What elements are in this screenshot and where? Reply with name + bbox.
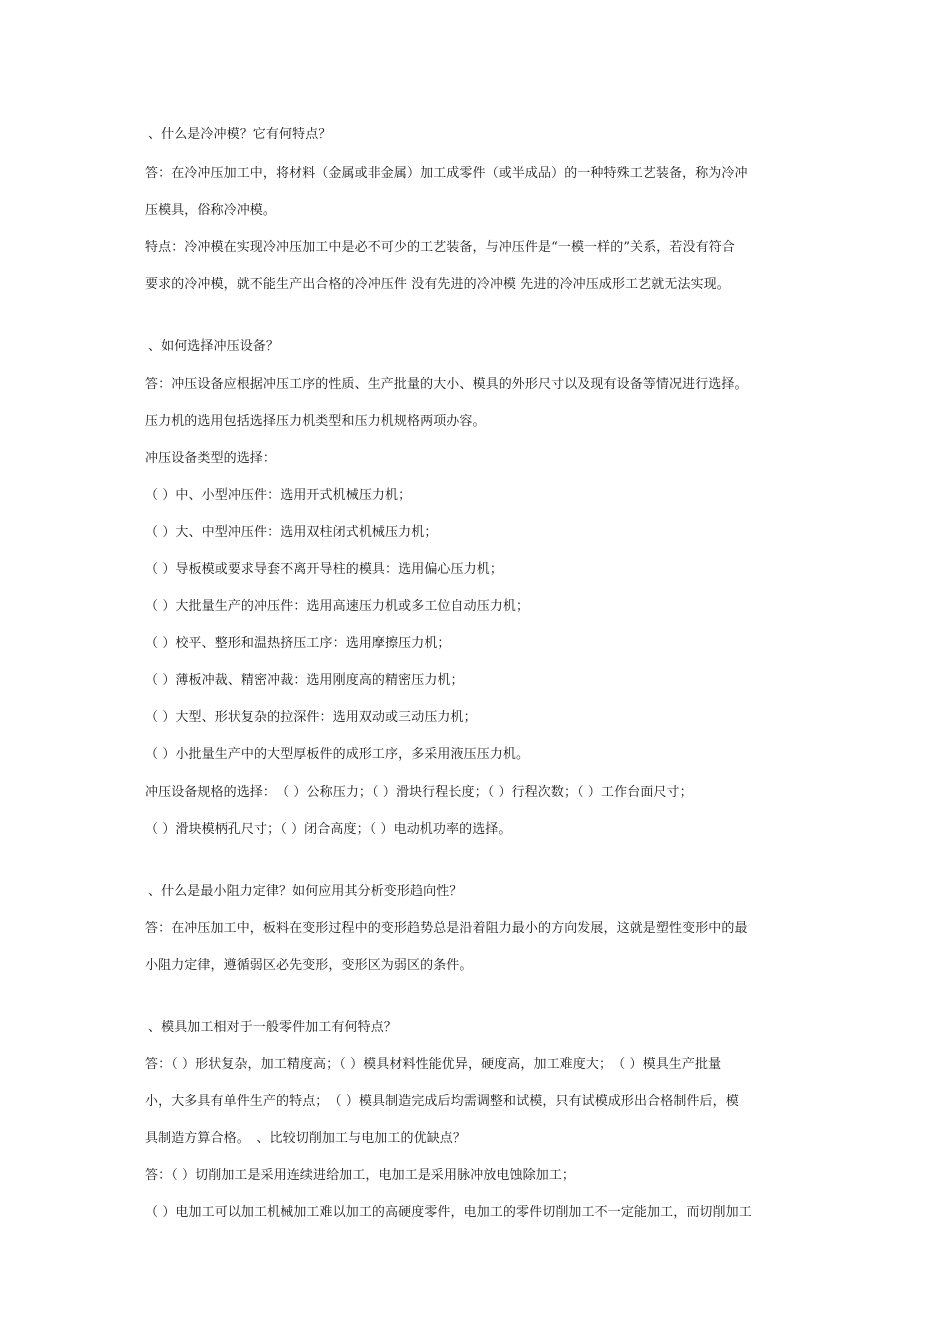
equipment-type-item-2: （ ）大、中型冲压件：选用双柱闭式机械压力机； (145, 525, 438, 540)
question-4-heading: 、模具加工相对于一般零件加工有何特点？ (148, 1020, 397, 1035)
answer-4-line-1: 答：（ ）形状复杂，加工精度高；（ ）模具材料性能优异，硬度高，加工难度大； （ ）模具生产批量 (145, 1057, 722, 1072)
features-line-1: 特点：冷冲模在实现冷冲压加工中是必不可少的工艺装备，与冲压件是“一模一样的”关系，若没有符合 (145, 240, 735, 255)
answer-5-line-2: （ ）电加工可以加工机械加工难以加工的高硬度零件，电加工的零件切削加工不一定能加工，而切削加工 (145, 1205, 752, 1220)
answer-1-line-1: 答：在冷冲压加工中，将材料（金属或非金属）加工成零件（或半成品）的一种特殊工艺装备，称为冷冲 (145, 166, 748, 181)
equipment-type-item-5: （ ）校平、整形和温热挤压工序：选用摩擦压力机； (145, 636, 451, 651)
answer-5-line-1: 答：（ ）切削加工是采用连续进给加工，电加工是采用脉冲放电蚀除加工； (145, 1168, 576, 1183)
equipment-type-heading: 冲压设备类型的选择： (145, 451, 277, 466)
question-2-heading: 、如何选择冲压设备？ (148, 339, 280, 354)
equipment-type-item-8: （ ）小批量生产中的大型厚板件的成形工序，多采用液压压力机。 (145, 747, 530, 762)
equipment-type-item-3: （ ）导板模或要求导套不离开导柱的模具：选用偏心压力机； (145, 562, 503, 577)
answer-1-line-2: 压模具，俗称冷冲模。 (145, 203, 277, 218)
features-line-2: 要求的冷冲模，就不能生产出合格的冷冲压件 没有先进的冷冲模 先进的冷冲压成形工艺就无法实现。 (145, 277, 730, 292)
equipment-spec-line-2: （ ）滑块模柄孔尺寸；（ ）闭合高度；（ ）电动机功率的选择。 (145, 822, 512, 837)
answer-3-line-2: 小阻力定律，遵循弱区必先变形，变形区为弱区的条件。 (145, 958, 473, 973)
question-1-heading: 、什么是冷冲模？它有何特点？ (148, 127, 332, 142)
answer-3-line-1: 答：在冲压加工中，板料在变形过程中的变形趋势总是沿着阻力最小的方向发展，这就是塑性变形中的最 (145, 921, 748, 936)
question-3-heading: 、什么是最小阻力定律？如何应用其分析变形趋向性？ (148, 884, 463, 899)
equipment-spec-line-1: 冲压设备规格的选择： （ ）公称压力；（ ）滑块行程长度；（ ）行程次数；（ ）工作台面尺寸； (145, 785, 693, 800)
answer-2-line-1: 答：冲压设备应根据冲压工序的性质、生产批量的大小、模具的外形尺寸以及现有设备等情况进行选择。 (145, 377, 748, 392)
equipment-type-item-6: （ ）薄板冲裁、精密冲裁：选用刚度高的精密压力机； (145, 673, 464, 688)
equipment-type-item-4: （ ）大批量生产的冲压件：选用高速压力机或多工位自动压力机； (145, 599, 530, 614)
answer-4-line-2: 小，大多具有单件生产的特点； （ ）模具制造完成后均需调整和试模，只有试模成形出合格制件后，模 (145, 1094, 739, 1109)
answer-2-line-2: 压力机的选用包括选择压力机类型和压力机规格两项办容。 (145, 414, 486, 429)
equipment-type-item-7: （ ）大型、形状复杂的拉深件：选用双动或三动压力机； (145, 710, 477, 725)
answer-4-line-3: 具制造方算合格。 、比较切削加工与电加工的优缺点？ (145, 1131, 467, 1146)
equipment-type-item-1: （ ）中、小型冲压件：选用开式机械压力机； (145, 488, 412, 503)
